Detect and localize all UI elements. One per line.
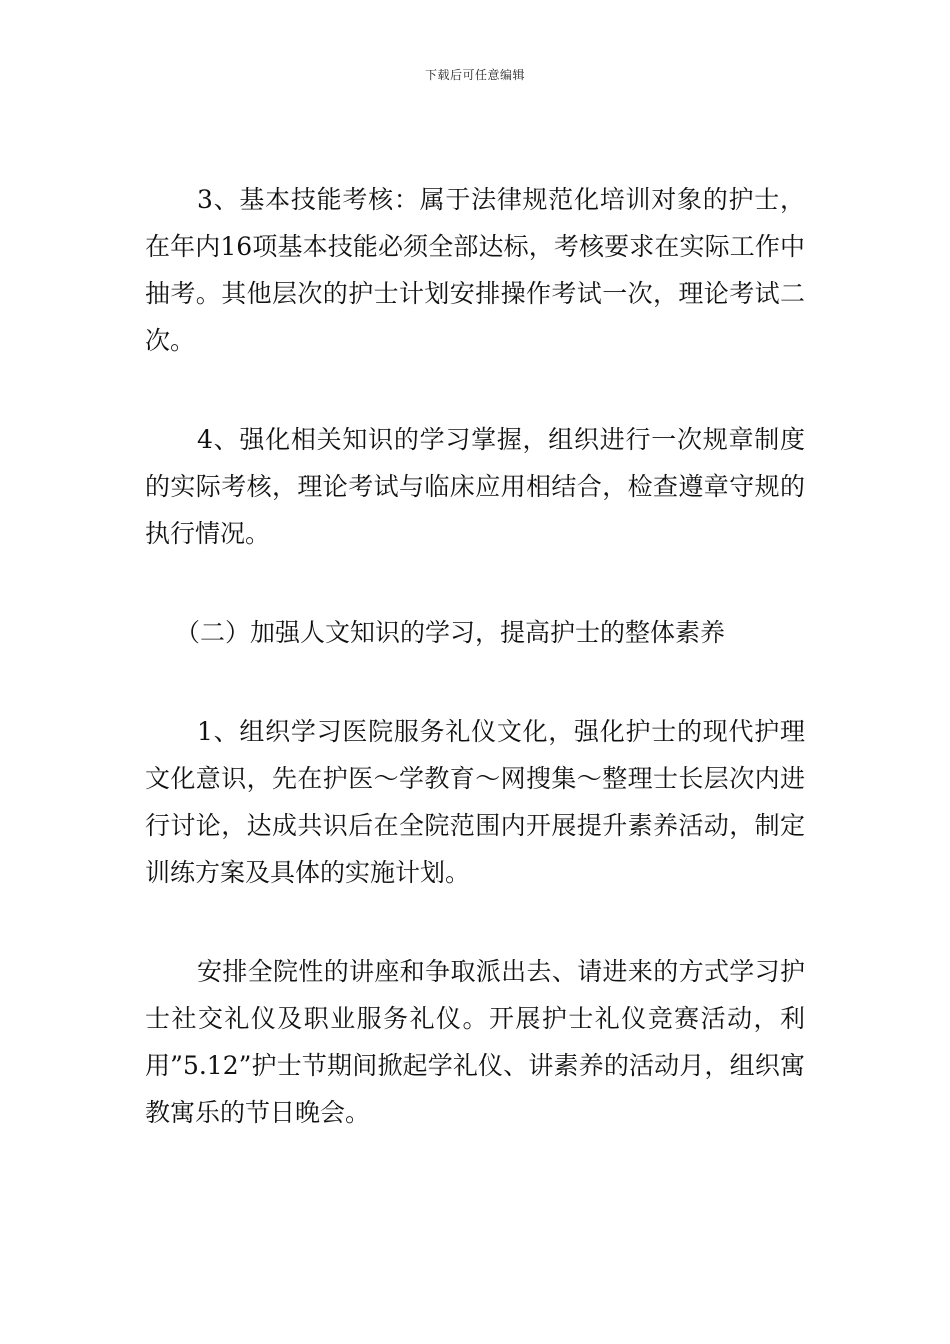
document-body — [145, 176, 805, 1136]
paragraph-gap — [145, 364, 805, 416]
paragraph-gap — [145, 896, 805, 948]
section-heading: （二）加强人文知识的学习，提高护士的整体素养 — [175, 618, 726, 647]
paragraph-etiquette-culture: 1、组织学习医院服务礼仪文化，强化护士的现代护理文化意识，先在护医～学教育～网搜集～整理士长层次内进行讨论，达成共识后在全院范围内开展提升素养活动，制定训练方案及具体的实施计划。 — [145, 717, 805, 887]
paragraph-skill-assessment: 3、基本技能考核：属于法律规范化培训对象的护士，在年内16项基本技能必须全部达标，考核要求在实际工作中抽考。其他层次的护士计划安排操作考试一次，理论考试二次。 — [145, 185, 805, 355]
paragraph-lectures-activities: 安排全院性的讲座和争取派出去、请进来的方式学习护士社交礼仪及职业服务礼仪。开展护士礼仪竞赛活动，利用”5.12”护士节期间掀起学礼仪、讲素养的活动月，组织寓教寓乐的节日晚会。 — [145, 957, 805, 1127]
paragraph-gap — [145, 656, 805, 708]
page-header: 下载后可任意编辑 — [424, 68, 525, 82]
paragraph-knowledge-study: 4、强化相关知识的学习掌握，组织进行一次规章制度的实际考核，理论考试与临床应用相结合，检查遵章守规的执行情况。 — [145, 425, 805, 548]
paragraph-gap — [145, 557, 805, 609]
